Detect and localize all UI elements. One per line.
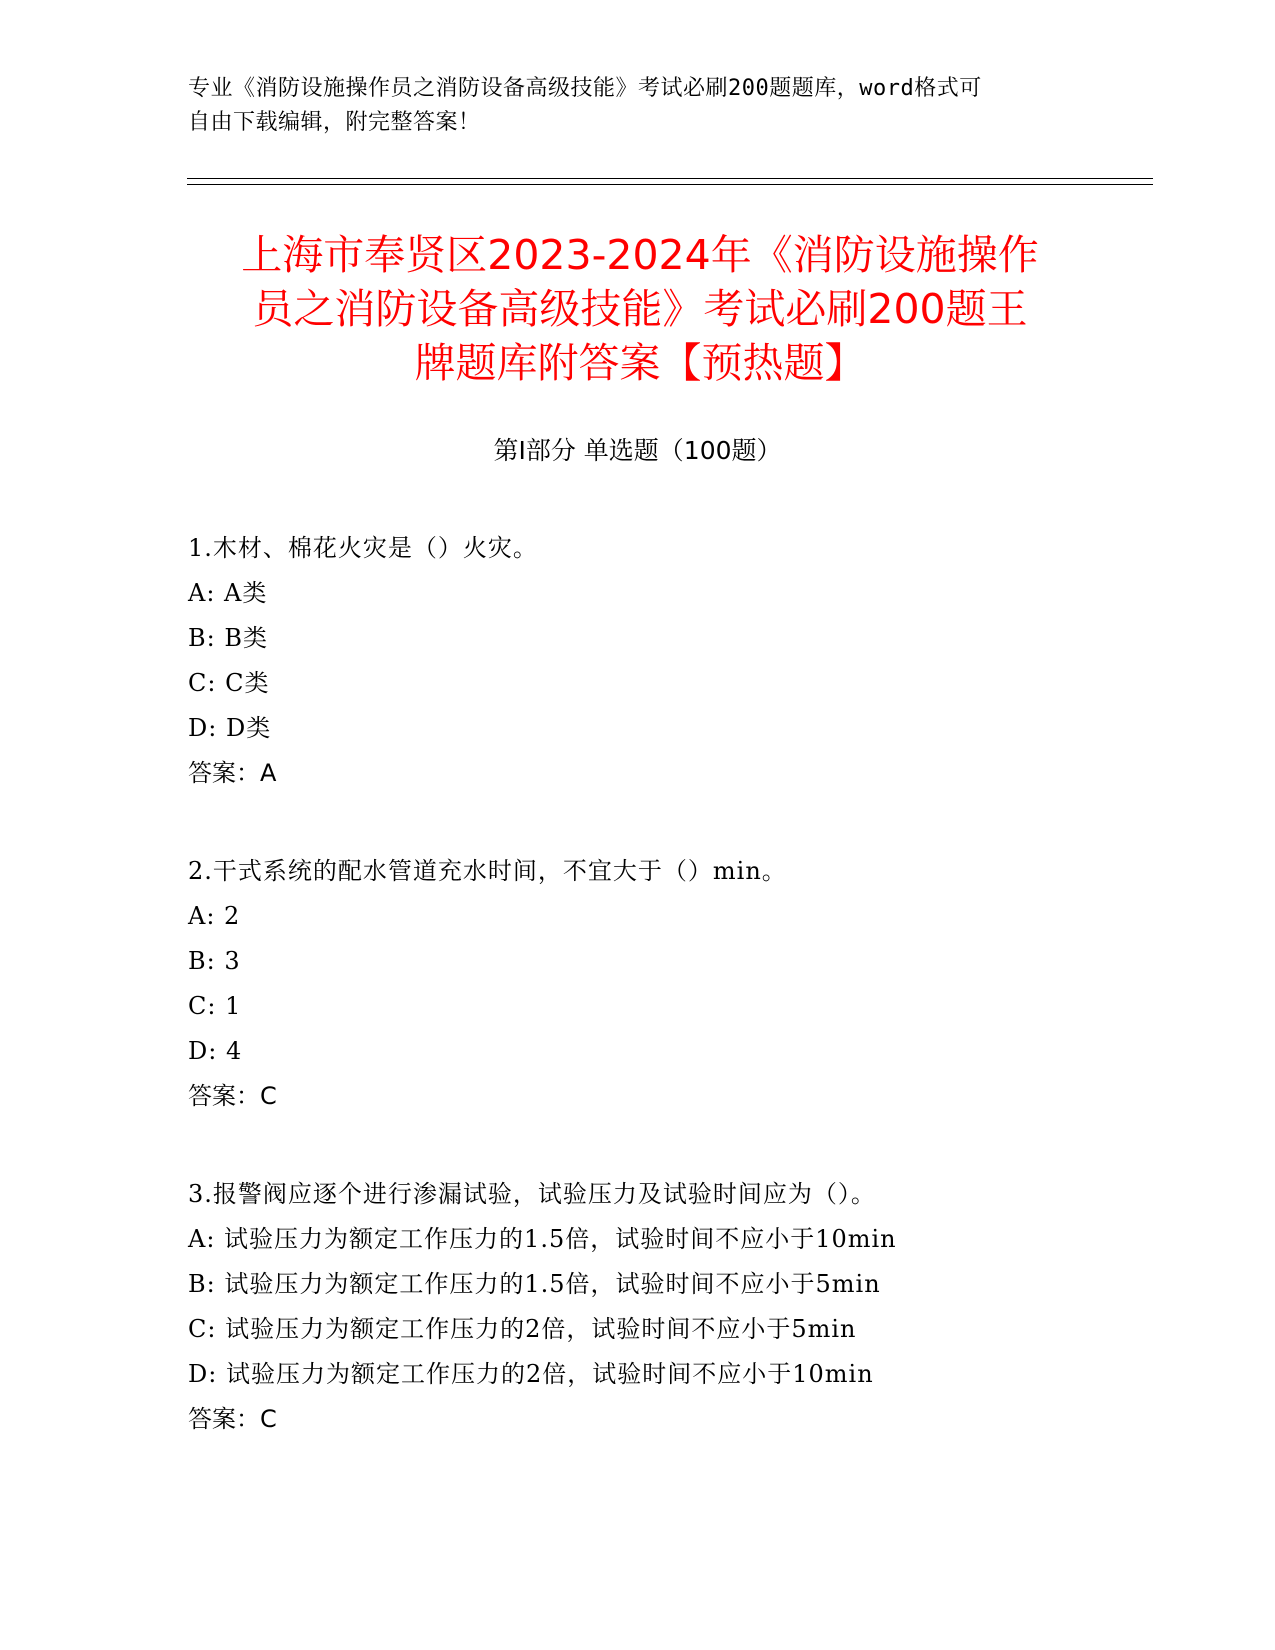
option-b: B: 试验压力为额定工作压力的1.5倍，试验时间不应小于5min bbox=[188, 1270, 881, 1298]
header-note-line-1: 专业《消防设施操作员之消防设备高级技能》考试必刷200题题库，word格式可 bbox=[188, 76, 982, 101]
option-a: A: 2 bbox=[188, 902, 241, 930]
title-line-1: 上海市奉贤区2023-2024年《消防设施操作 bbox=[241, 231, 1039, 279]
option-a: A: 试验压力为额定工作压力的1.5倍，试验时间不应小于10min bbox=[188, 1225, 897, 1253]
header-divider-bottom bbox=[187, 184, 1153, 185]
option-b: B: 3 bbox=[188, 947, 241, 975]
option-a: A: A类 bbox=[188, 579, 268, 607]
option-b: B: B类 bbox=[188, 624, 268, 652]
option-d: D: 试验压力为额定工作压力的2倍，试验时间不应小于10min bbox=[188, 1360, 874, 1388]
header-divider-top bbox=[187, 178, 1153, 179]
section-heading: 第I部分 单选题（100题） bbox=[493, 436, 782, 465]
question-item bbox=[188, 849, 1148, 1119]
question-item bbox=[188, 526, 1148, 796]
question-stem: 2.干式系统的配水管道充水时间，不宜大于（）min。 bbox=[188, 857, 787, 885]
title-line-2: 员之消防设备高级技能》考试必刷200题王 bbox=[252, 285, 1028, 333]
option-c: C: C类 bbox=[188, 669, 270, 697]
option-c: C: 试验压力为额定工作压力的2倍，试验时间不应小于5min bbox=[188, 1315, 857, 1343]
option-c: C: 1 bbox=[188, 992, 242, 1020]
document-title bbox=[190, 228, 1090, 390]
question-item bbox=[188, 1172, 1148, 1442]
answer-line: 答案：C bbox=[188, 1405, 277, 1433]
answer-line: 答案：A bbox=[188, 759, 277, 787]
option-d: D: D类 bbox=[188, 714, 272, 742]
header-note-line-2: 自由下载编辑，附完整答案！ bbox=[188, 110, 481, 135]
question-list bbox=[188, 526, 1148, 1495]
title-line-3: 牌题库附答案【预热题】 bbox=[414, 339, 866, 387]
answer-line: 答案：C bbox=[188, 1082, 277, 1110]
question-stem: 1.木材、棉花火灾是（）火灾。 bbox=[188, 534, 538, 562]
document-header-note bbox=[188, 72, 1088, 140]
question-stem: 3.报警阀应逐个进行渗漏试验，试验压力及试验时间应为（）。 bbox=[188, 1180, 876, 1208]
option-d: D: 4 bbox=[188, 1037, 243, 1065]
